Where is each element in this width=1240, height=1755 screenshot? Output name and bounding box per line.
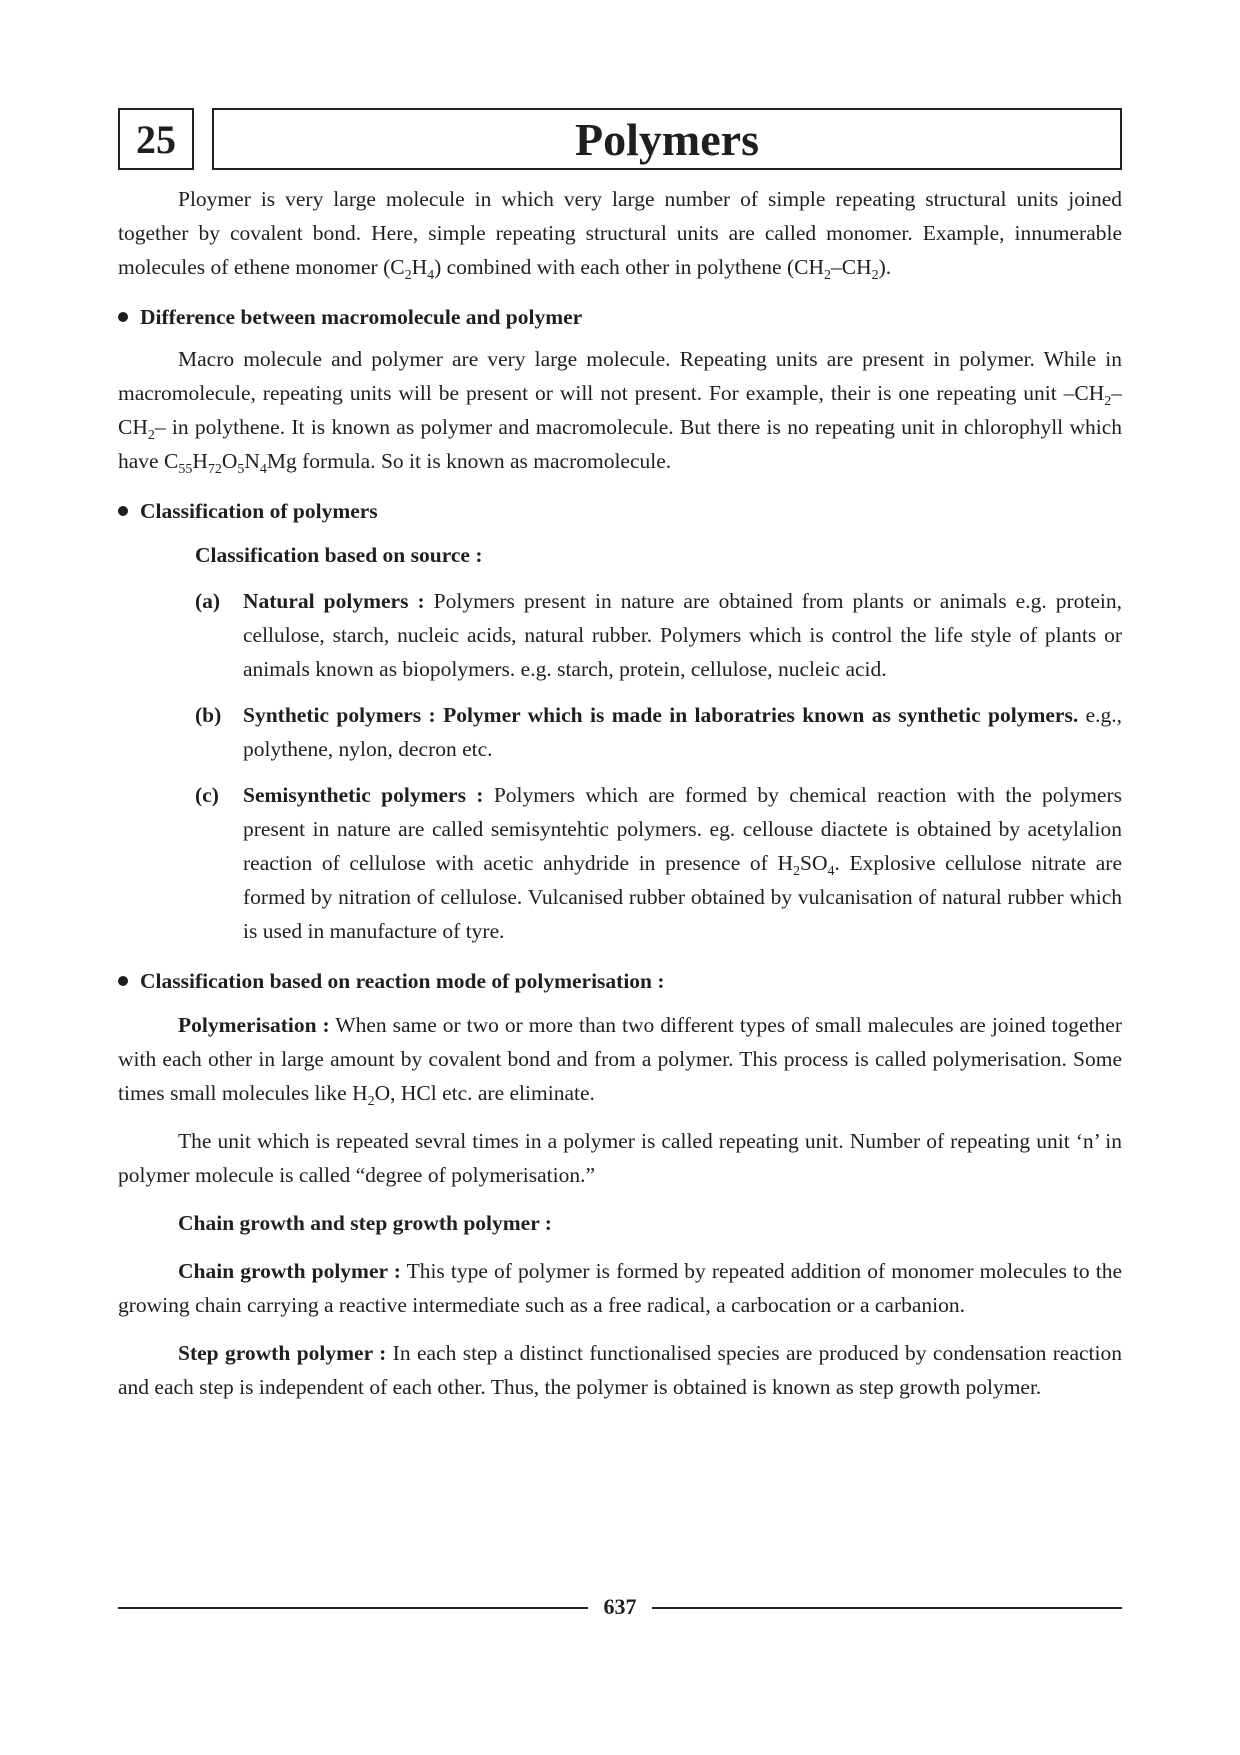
heading-macromolecule: Difference between macromolecule and polymer [118, 300, 1122, 334]
list-item-natural [195, 584, 1122, 686]
list-item-semisynthetic [195, 778, 1122, 948]
item-text: Synthetic polymers : Polymer which is made in laboratries known as synthetic polymers. e.g., polythene, nylon, decron etc. [243, 703, 1122, 761]
page-content [118, 108, 1122, 1404]
subheading-source: Classification based on source : [195, 543, 483, 567]
intro-paragraph: Ploymer is very large molecule in which very large number of simple repeating structural units joined together by covalent bond. Here, simple repeating structural units are called monomer. Example, innumerable molecules of ethene monomer $(C_2H_4)$ combined with each other in polythene $(CH_2-CH_2)$. [118, 187, 1122, 283]
item-label: (c) [195, 783, 219, 807]
heading-reaction-mode: Classification based on reaction mode of polymerisation : [118, 964, 1122, 998]
polymerisation-paragraph: Polymerisation : When same or two or more than two different types of small malecules are joined together with each other in large amount by covalent bond and from a polymer. This process is called polymerisation. Some times small molecules like $H_2O$, HCl etc. are eliminate. [118, 1013, 1122, 1109]
growth-subheading: Chain growth and step growth polymer : [178, 1211, 552, 1235]
item-text: Semisynthetic polymers : Polymers which are formed by chemical reaction with the polymers present in nature are called semisyntehtic polymers. eg. cellouse diactete is obtained by acetylalion reaction of cellulose with acetic anhydride in presence of $H_2SO_4$. Explosive cellulose nitrate are formed by nitration of cellulose. Vulcanised rubber obtained by vulcanisation of natural rubber which is used in manufacture of tyre. [243, 783, 1122, 943]
bullet-icon [118, 312, 128, 322]
macromolecule-paragraph: Macro molecule and polymer are very large molecule. Repeating units are present in polymer. While in macromolecule, repeating units will be present or will not present. For example, their is one repeating unit $-CH_2-CH_2-$ in polythene. It is known as polymer and macromolecule. But there is no repeating unit in chlorophyll which have $C_{55}H_{72}O_5N_4Mg$ formula. So it is known as macromolecule. [118, 347, 1122, 477]
item-text: Natural polymers : Polymers present in nature are obtained from plants or animals e.g. protein, cellulose, starch, nucleic acids, natural rubber. Polymers which is control the life style of plants or animals known as biopolymers. e.g. starch, protein, cellulose, nucleic acid. [243, 589, 1122, 681]
heading-classification: Classification of polymers [118, 494, 1122, 528]
page-number: 637 [603, 1594, 637, 1619]
polythene-formula: $(CH_2-CH_2)$. [786, 255, 892, 283]
chapter-title: Polymers [212, 108, 1122, 170]
bullet-icon [118, 976, 128, 986]
chapter-header [118, 108, 1122, 174]
footer-rule-right [652, 1607, 1122, 1609]
list-item-synthetic [195, 698, 1122, 766]
bullet-icon [118, 506, 128, 516]
page-footer [118, 1592, 1122, 1622]
repeating-unit-paragraph: The unit which is repeated sevral times in a polymer is called repeating unit. Number of repeating unit ‘n’ in polymer molecule is called “degree of polymerisation.” [118, 1129, 1122, 1187]
item-label: (a) [195, 589, 221, 613]
chapter-number: 25 [118, 108, 194, 170]
step-growth-paragraph: Step growth polymer : In each step a distinct functionalised species are produced by condensation reaction and each step is independent of each other. Thus, the polymer is obtained is known as step growth polymer. [118, 1341, 1122, 1399]
chain-growth-paragraph: Chain growth polymer : This type of polymer is formed by repeated addition of monomer molecules to the growing chain carrying a reactive intermediate such as a free radical, a carbocation or a carbanion. [118, 1259, 1122, 1317]
item-label: (b) [195, 703, 222, 727]
